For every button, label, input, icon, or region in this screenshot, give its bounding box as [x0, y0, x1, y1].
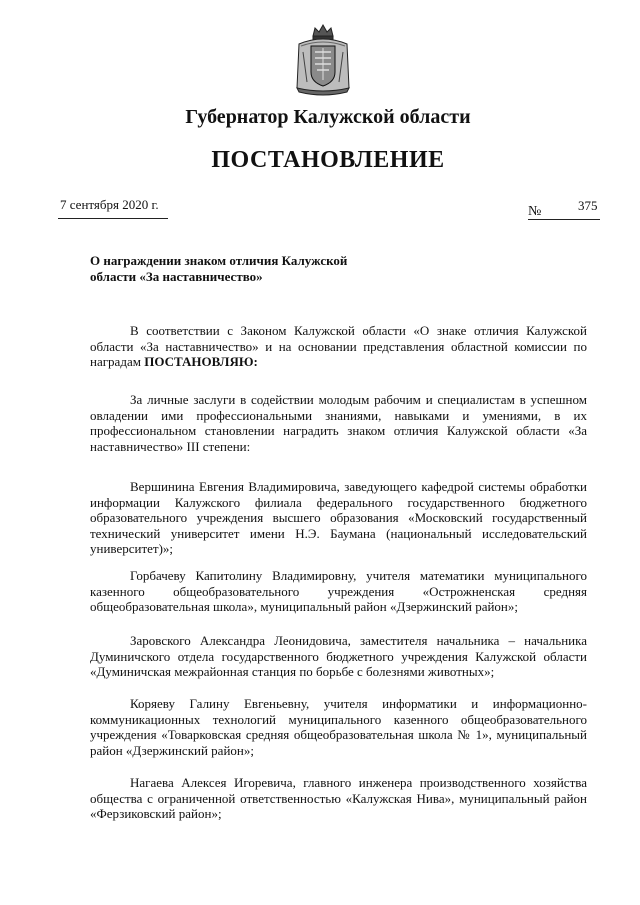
number-label: № — [528, 204, 542, 219]
issuing-authority: Губернатор Калужской области — [185, 106, 471, 128]
preamble-paragraph — [90, 323, 587, 370]
document-type-title: ПОСТАНОВЛЕНИЕ — [211, 147, 445, 173]
awardee-text: Вершинина Евгения Владимировича, заведующего кафедрой системы обработки информации Калужского филиала федерального государственного бюджетного образовательного учреждения высшего образования «Московский государственный технический университет имени Н.Э. Баумана (национальный исследовательский университет)»; — [90, 479, 587, 556]
awardee-item — [90, 775, 587, 822]
awardee-item — [90, 633, 587, 680]
preamble-text — [90, 323, 587, 370]
awardee-text: Коряеву Галину Евгеньевну, учителя информатики и информационно-коммуникационных технологий муниципального казенного общеобразовательного учреждения «Товарковская средняя общеобразовательная школа № 1», муниципальный район «Дзержинский район»; — [90, 696, 587, 758]
decree-number: 375 — [578, 198, 598, 213]
award-intro-text: За личные заслуги в содействии молодым рабочим и специалистам в успешном овладении ими профессиональными знаниями, навыками и умениями, в их профессиональном становлении наградить знаком отличия Калужской области «За наставничество» III степени: — [90, 392, 587, 454]
number-underline — [528, 219, 600, 220]
awardee-item — [90, 568, 587, 615]
decree-word: ПОСТАНОВЛЯЮ: — [144, 354, 258, 369]
awardee-text: Нагаева Алексея Игоревича, главного инженера производственного хозяйства общества с ограниченной ответственностью «Калужская Нива», муниципальный район «Ферзиковский район»; — [90, 775, 587, 821]
awardee-text: Горбачеву Капитолину Владимировну, учителя математики муниципального казенного общеобразовательного учреждения «Острожненская средняя общеобразовательная школа», муниципальный район «Дзержинский район»; — [90, 568, 587, 614]
awardee-item — [90, 479, 587, 557]
preamble-body: В соответствии с Законом Калужской области «О знаке отличия Калужской области «За наставничество» и на основании представления областной комиссии по наградам — [90, 323, 587, 369]
kaluga-coat-of-arms-icon — [291, 22, 355, 98]
date-underline — [58, 218, 168, 219]
award-intro-paragraph — [90, 392, 587, 454]
decree-date: 7 сентября 2020 г. — [60, 197, 159, 212]
awardee-item — [90, 696, 587, 758]
decree-subject: О награждении знаком отличия Калужской области «За наставничество» — [90, 253, 348, 284]
awardee-text: Заровского Александра Леонидовича, заместителя начальника – начальника Думиничского отдела государственного бюджетного учреждения Калужской области «Думиничская межрайонная станция по борьбе с болезнями животных»; — [90, 633, 587, 679]
